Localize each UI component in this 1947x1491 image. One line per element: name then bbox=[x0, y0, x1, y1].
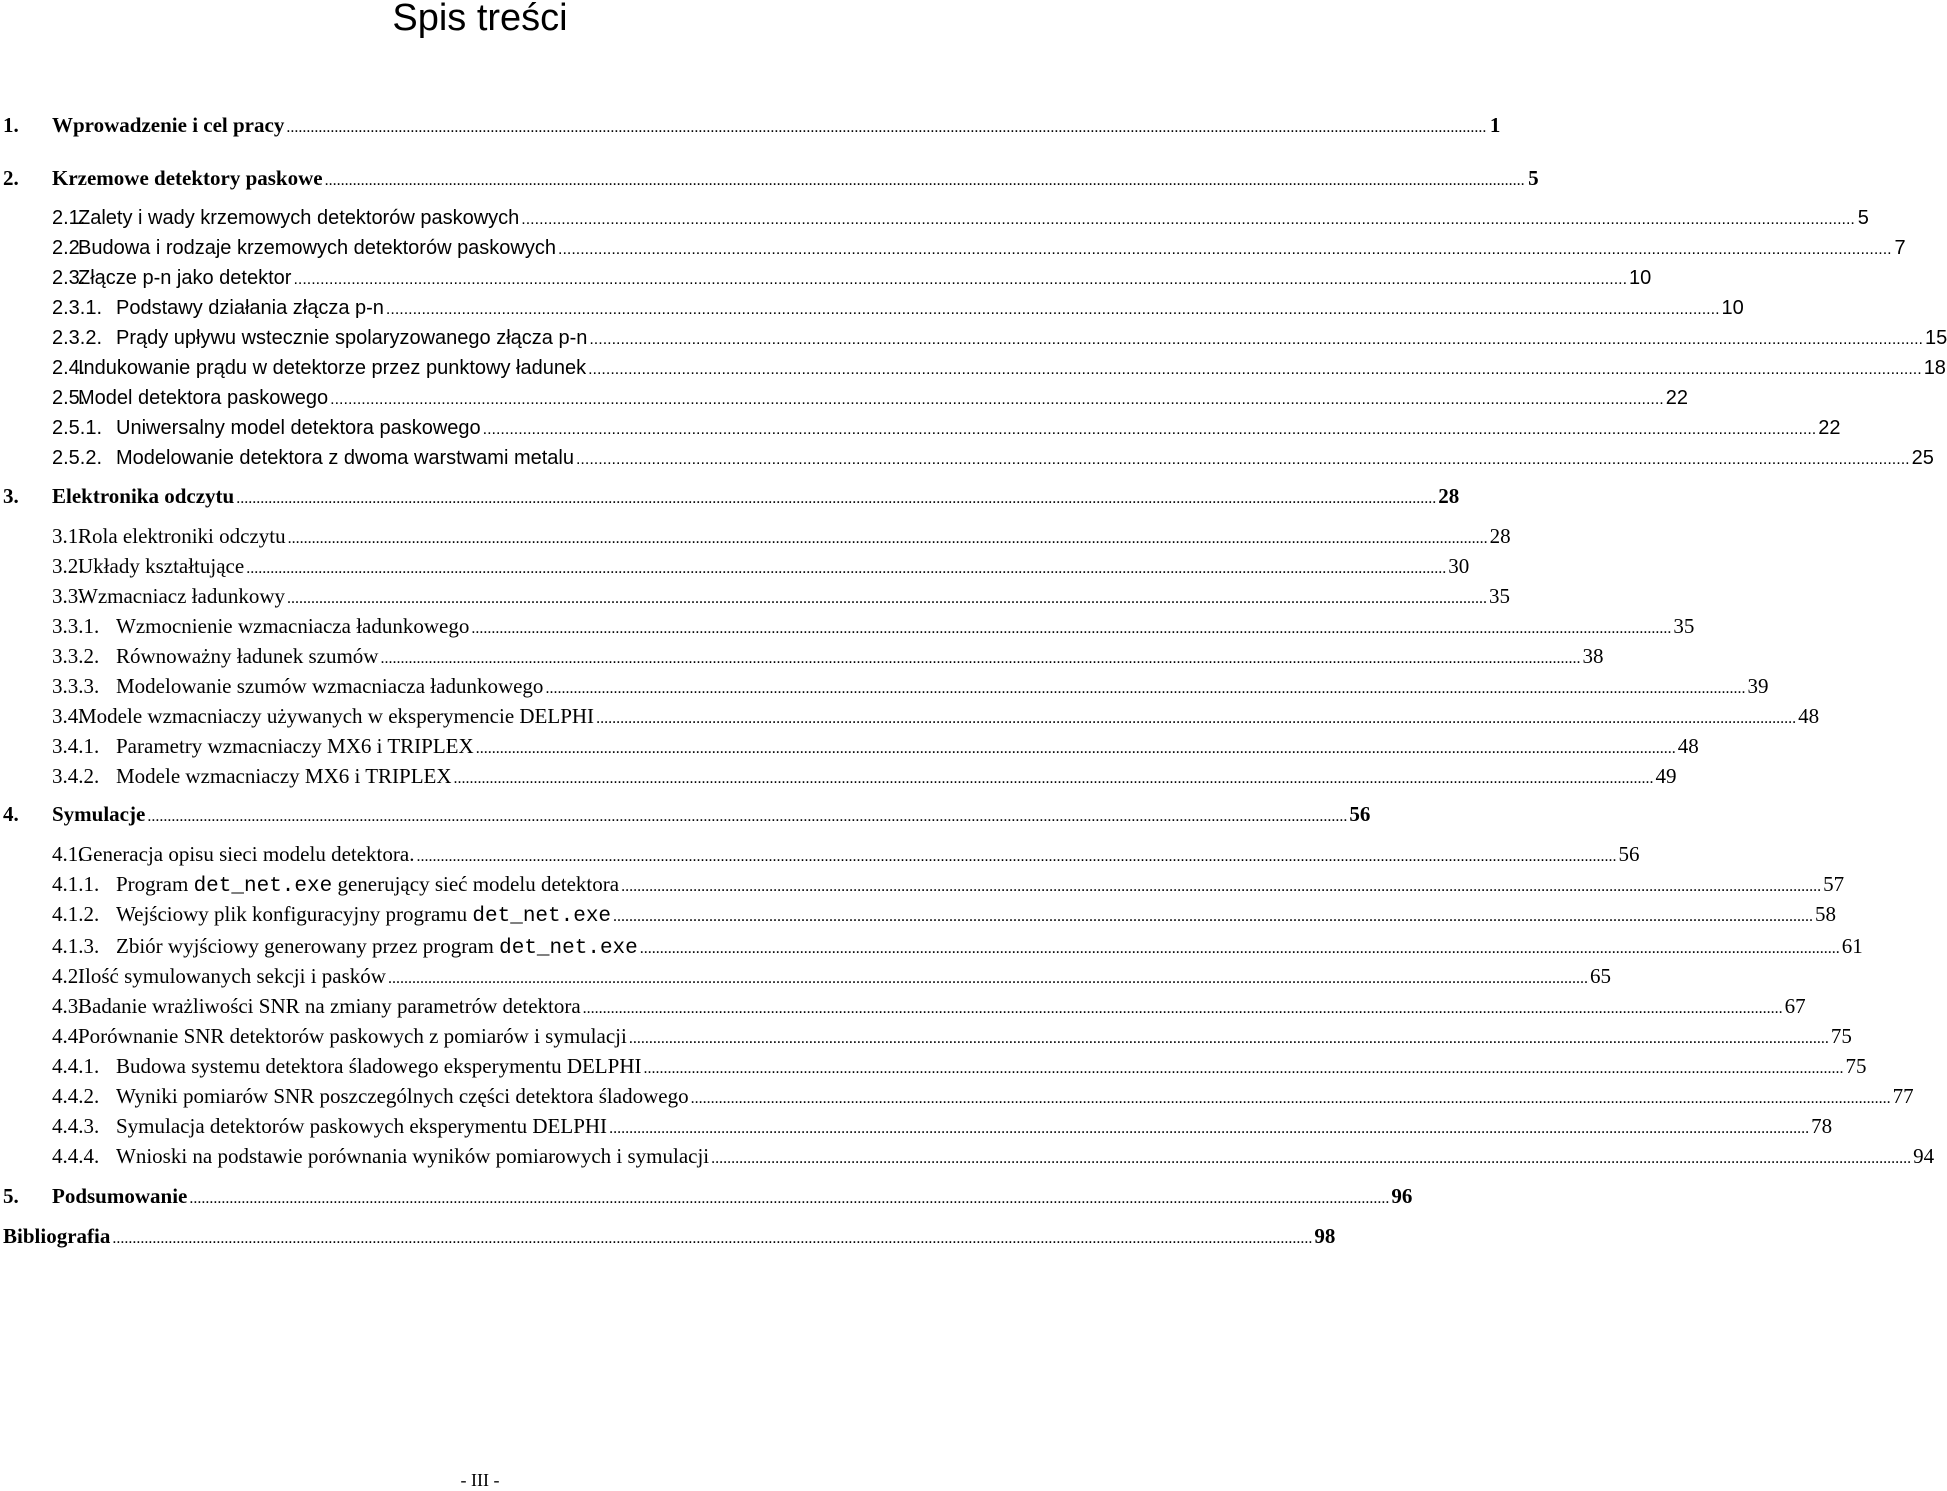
toc-entry[interactable] bbox=[0, 356, 1946, 382]
toc-dot-leader bbox=[189, 1184, 1389, 1211]
toc-title bbox=[52, 166, 323, 190]
toc-title-text: Elektronika odczytu bbox=[52, 484, 235, 508]
toc-entry[interactable] bbox=[0, 734, 1699, 761]
toc-title-text: Wejściowy plik konfiguracyjny programu bbox=[116, 902, 473, 926]
toc-page-number: 58 bbox=[1815, 902, 1837, 926]
toc-title-text: Rola elektroniki odczytu bbox=[78, 524, 286, 548]
toc-page-number: 65 bbox=[1589, 964, 1611, 988]
toc-dot-leader bbox=[476, 734, 1676, 761]
toc-title-text: Generacja opisu sieci modelu detektora. bbox=[78, 842, 415, 866]
toc-title bbox=[78, 842, 414, 866]
toc-page-number: 56 bbox=[1618, 842, 1640, 866]
toc-page-number: 75 bbox=[1830, 1024, 1852, 1048]
toc-entry[interactable] bbox=[0, 206, 1869, 232]
toc-title bbox=[116, 644, 378, 668]
toc-title bbox=[116, 614, 469, 638]
toc-dot-leader bbox=[288, 524, 1488, 551]
toc-entry[interactable] bbox=[0, 1144, 1935, 1171]
toc-entry[interactable] bbox=[0, 1054, 1867, 1081]
toc-entry[interactable] bbox=[0, 326, 1947, 352]
toc-page-number: 94 bbox=[1913, 1144, 1935, 1168]
toc-title bbox=[116, 1144, 709, 1168]
toc-title bbox=[78, 704, 594, 728]
toc-page-number: 57 bbox=[1823, 872, 1845, 896]
toc-dot-leader bbox=[588, 356, 1922, 382]
toc-dot-leader bbox=[388, 964, 1588, 991]
toc-title bbox=[116, 446, 574, 470]
toc-page-number: 49 bbox=[1655, 764, 1677, 788]
toc-entry[interactable] bbox=[0, 266, 1652, 292]
toc-dot-leader bbox=[629, 1024, 1829, 1051]
toc-dot-leader bbox=[609, 1114, 1809, 1141]
toc-page-number: 78 bbox=[1811, 1114, 1833, 1138]
toc-page-number: 48 bbox=[1677, 734, 1699, 758]
toc-entry[interactable] bbox=[0, 802, 1371, 829]
toc-page-number: 35 bbox=[1673, 614, 1695, 638]
toc-page-number: 5 bbox=[1857, 207, 1869, 229]
toc-entry[interactable] bbox=[0, 166, 1539, 193]
toc-page-number: 10 bbox=[1629, 267, 1652, 289]
toc-dot-leader bbox=[325, 166, 1525, 193]
page-title: Spis treści bbox=[392, 0, 568, 39]
toc-number: 4.3. bbox=[52, 994, 84, 1018]
toc-entry[interactable] bbox=[0, 872, 1845, 899]
toc-dot-leader bbox=[483, 416, 1817, 442]
toc-dot-leader bbox=[454, 764, 1654, 791]
toc-dot-leader bbox=[558, 236, 1892, 262]
toc-title-text: Uniwersalny model detektora paskowego bbox=[116, 417, 481, 439]
toc-entry[interactable] bbox=[0, 386, 1688, 412]
toc-title bbox=[78, 994, 581, 1018]
toc-number: 1. bbox=[3, 113, 19, 137]
toc-title-text: Wprowadzenie i cel pracy bbox=[52, 113, 285, 137]
toc-title-text: Krzemowe detektory paskowe bbox=[52, 166, 323, 190]
toc-title-text: Program bbox=[116, 872, 194, 896]
toc-title-text: Złącze p-n jako detektor bbox=[78, 267, 292, 289]
toc-number: 3. bbox=[3, 484, 19, 508]
toc-number: 4.1. bbox=[52, 842, 84, 866]
toc-number: 2.2. bbox=[52, 237, 86, 259]
toc-dot-leader bbox=[471, 614, 1671, 641]
toc-title-text: Układy kształtujące bbox=[78, 554, 245, 578]
toc-dot-leader bbox=[112, 1224, 1312, 1251]
toc-entry[interactable] bbox=[0, 236, 1906, 262]
toc-title bbox=[52, 802, 145, 826]
toc-number: 4.4.1. bbox=[52, 1054, 100, 1078]
toc-title-text: Wnioski na podstawie porównania wyników pomiarowych i symulacji bbox=[116, 1144, 710, 1168]
toc-number: 2.3.1. bbox=[52, 297, 103, 319]
toc-entry[interactable] bbox=[0, 484, 1460, 511]
toc-title-text: Modelowanie detektora z dwoma warstwami metalu bbox=[116, 447, 574, 469]
toc-title bbox=[52, 484, 234, 508]
toc-title-code: det_net.exe bbox=[193, 875, 333, 898]
toc-number: 3.2. bbox=[52, 554, 84, 578]
toc-number: 2.5. bbox=[52, 387, 86, 409]
toc-title bbox=[116, 416, 481, 440]
toc-title bbox=[116, 764, 452, 788]
toc-number: 3.1. bbox=[52, 524, 84, 548]
toc-entry[interactable] bbox=[0, 1114, 1833, 1141]
toc-page-number: 98 bbox=[1314, 1224, 1336, 1248]
toc-title bbox=[116, 934, 638, 961]
toc-entry[interactable] bbox=[0, 524, 1511, 551]
toc-number: 4.1.2. bbox=[52, 902, 100, 926]
toc-title-text: Porównanie SNR detektorów paskowych z pomiarów i symulacji bbox=[78, 1024, 627, 1048]
toc-dot-leader bbox=[246, 554, 1446, 581]
toc-number: 3.3. bbox=[52, 584, 84, 608]
toc-title bbox=[116, 674, 543, 698]
toc-entry[interactable] bbox=[0, 584, 1510, 611]
toc-page-number: 77 bbox=[1892, 1084, 1914, 1108]
toc-title bbox=[78, 554, 244, 578]
toc-title bbox=[116, 326, 587, 350]
toc-title bbox=[116, 902, 611, 929]
toc-dot-leader bbox=[621, 872, 1821, 899]
toc-dot-leader bbox=[286, 113, 1486, 140]
toc-dot-leader bbox=[545, 674, 1745, 701]
toc-title bbox=[116, 872, 619, 899]
toc-title-text: Podsumowanie bbox=[52, 1184, 188, 1208]
toc-number: 4.1.1. bbox=[52, 872, 100, 896]
toc-entry[interactable] bbox=[0, 1084, 1914, 1111]
toc-dot-leader bbox=[287, 584, 1487, 611]
toc-entry[interactable] bbox=[0, 1224, 1336, 1251]
toc-title bbox=[78, 236, 556, 260]
toc-entry[interactable] bbox=[0, 902, 1837, 929]
toc-title-text: Symulacja detektorów paskowych eksperymentu DELPHI bbox=[116, 1114, 608, 1138]
toc-title bbox=[78, 356, 586, 380]
toc-dot-leader bbox=[596, 704, 1796, 731]
toc-title-code: det_net.exe bbox=[499, 937, 638, 960]
toc-number: 2.5.2. bbox=[52, 447, 103, 469]
toc-title-text: Modele wzmacniaczy używanych w eksperymencie DELPHI bbox=[78, 704, 595, 728]
toc-page-number: 22 bbox=[1818, 417, 1841, 439]
toc-title bbox=[116, 734, 474, 758]
toc-title-text: Indukowanie prądu w detektorze przez punktowy ładunek bbox=[78, 357, 587, 379]
toc-title bbox=[116, 1084, 689, 1108]
toc-title-text: Zalety i wady krzemowych detektorów paskowych bbox=[78, 207, 520, 229]
toc-page-number: 30 bbox=[1448, 554, 1470, 578]
toc-title bbox=[116, 1054, 641, 1078]
toc-page-number: 67 bbox=[1784, 994, 1806, 1018]
toc-page-number: 18 bbox=[1923, 357, 1946, 379]
toc-title-text: Budowa systemu detektora śladowego eksperymentu DELPHI bbox=[116, 1054, 642, 1078]
toc-page-number: 96 bbox=[1391, 1184, 1413, 1208]
toc-title-text: Prądy upływu wstecznie spolaryzowanego złącza p-n bbox=[116, 327, 588, 349]
toc-entry[interactable] bbox=[0, 1184, 1413, 1211]
toc-title-text: Parametry wzmacniaczy MX6 i TRIPLEX bbox=[116, 734, 474, 758]
toc-title bbox=[78, 524, 286, 548]
toc-entry[interactable] bbox=[0, 964, 1611, 991]
toc-title bbox=[78, 584, 285, 608]
toc-dot-leader bbox=[589, 326, 1923, 352]
toc-number: 2. bbox=[3, 166, 19, 190]
toc-title bbox=[78, 1024, 627, 1048]
toc-title bbox=[78, 266, 291, 290]
toc-page-number: 56 bbox=[1349, 802, 1371, 826]
toc-page-number: 35 bbox=[1489, 584, 1510, 608]
toc-number: 2.1. bbox=[52, 207, 86, 229]
toc-title-text: Ilość symulowanych sekcji i pasków bbox=[78, 964, 386, 988]
toc-page-number: 28 bbox=[1438, 484, 1460, 508]
toc-title-text: Modele wzmacniaczy MX6 i TRIPLEX bbox=[116, 764, 452, 788]
toc-title-text: Wzmocnienie wzmacniacza ładunkowego bbox=[116, 614, 470, 638]
toc-number: 4.4. bbox=[52, 1024, 84, 1048]
toc-entry[interactable] bbox=[0, 704, 1820, 731]
toc-title-text: Podstawy działania złącza p-n bbox=[116, 297, 384, 319]
toc-number: 4.4.3. bbox=[52, 1114, 100, 1138]
toc-title-text: Badanie wrażliwości SNR na zmiany parametrów detektora bbox=[78, 994, 581, 1018]
toc-entry[interactable] bbox=[0, 554, 1470, 581]
toc-number: 4.4.4. bbox=[52, 1144, 100, 1168]
toc-dot-leader bbox=[521, 206, 1855, 232]
toc-dot-leader bbox=[640, 934, 1840, 961]
toc-entry[interactable] bbox=[0, 994, 1806, 1021]
toc-number: 5. bbox=[3, 1184, 19, 1208]
toc-dot-leader bbox=[380, 644, 1580, 671]
toc-dot-leader bbox=[576, 446, 1910, 472]
toc-dot-leader bbox=[416, 842, 1616, 869]
toc-title-text: Model detektora paskowego bbox=[78, 387, 329, 409]
toc-title bbox=[78, 206, 519, 230]
toc-entry[interactable] bbox=[0, 674, 1769, 701]
toc-number: 2.5.1. bbox=[52, 417, 103, 439]
toc-dot-leader bbox=[583, 994, 1783, 1021]
toc-title bbox=[116, 296, 384, 320]
toc-page-number: 22 bbox=[1665, 387, 1688, 409]
toc-number: 3.3.2. bbox=[52, 644, 100, 668]
toc-title-text: Budowa i rodzaje krzemowych detektorów paskowych bbox=[78, 237, 556, 259]
toc-page-number: 75 bbox=[1845, 1054, 1867, 1078]
toc-dot-leader bbox=[386, 296, 1720, 322]
toc-entry[interactable] bbox=[0, 842, 1640, 869]
toc-title bbox=[78, 964, 386, 988]
toc-entry[interactable] bbox=[0, 1024, 1852, 1051]
toc-entry[interactable] bbox=[0, 296, 1744, 322]
toc-page-number: 5 bbox=[1528, 166, 1539, 190]
toc-page-number: 48 bbox=[1798, 704, 1820, 728]
toc-number: 3.4.2. bbox=[52, 764, 100, 788]
toc-title-text: Wzmacniacz ładunkowy bbox=[78, 584, 285, 608]
toc-title bbox=[52, 113, 284, 137]
toc-title-text: Symulacje bbox=[52, 802, 146, 826]
toc-number: 3.4. bbox=[52, 704, 84, 728]
toc-dot-leader bbox=[293, 266, 1627, 292]
toc-page-number: 39 bbox=[1747, 674, 1769, 698]
toc-page-number: 1 bbox=[1489, 113, 1501, 137]
toc-title-text: Zbiór wyjściowy generowany przez program bbox=[116, 934, 500, 958]
toc-number: 4.4.2. bbox=[52, 1084, 100, 1108]
toc-title-text: Wyniki pomiarów SNR poszczególnych części detektora śladowego bbox=[116, 1084, 689, 1108]
toc-entry[interactable] bbox=[0, 764, 1677, 791]
toc-title bbox=[52, 1184, 187, 1208]
toc-page-number: 61 bbox=[1841, 934, 1863, 958]
toc-number: 3.4.1. bbox=[52, 734, 100, 758]
toc-dot-leader bbox=[236, 484, 1436, 511]
page-number: - III - bbox=[460, 1470, 500, 1490]
toc-page-number: 28 bbox=[1489, 524, 1511, 548]
toc-entry[interactable] bbox=[0, 446, 1934, 472]
toc-dot-leader bbox=[147, 802, 1347, 829]
toc-number: 2.3. bbox=[52, 267, 86, 289]
toc-title-code: det_net.exe bbox=[472, 905, 612, 928]
toc-dot-leader bbox=[330, 386, 1664, 412]
toc-number: 4.2. bbox=[52, 964, 84, 988]
toc-dot-leader bbox=[643, 1054, 1843, 1081]
toc-dot-leader bbox=[711, 1144, 1911, 1171]
toc-entry[interactable] bbox=[0, 113, 1501, 140]
toc-page-number: 7 bbox=[1894, 237, 1906, 259]
toc-dot-leader bbox=[691, 1084, 1891, 1111]
toc-title-text: Modelowanie szumów wzmacniacza ładunkowego bbox=[116, 674, 544, 698]
toc-number: 3.3.3. bbox=[52, 674, 100, 698]
toc-entry[interactable] bbox=[0, 416, 1841, 442]
toc-entry[interactable] bbox=[0, 644, 1604, 671]
toc-page-number: 15 bbox=[1924, 327, 1947, 349]
toc-title bbox=[116, 1114, 607, 1138]
toc-dot-leader bbox=[613, 902, 1813, 929]
toc-entry[interactable] bbox=[0, 614, 1695, 641]
toc-number: 2.3.2. bbox=[52, 327, 103, 349]
toc-title bbox=[3, 1224, 110, 1248]
toc-title-text: Bibliografia bbox=[3, 1224, 111, 1248]
toc-number: 4.1.3. bbox=[52, 934, 100, 958]
toc-title-text: Równoważny ładunek szumów bbox=[116, 644, 379, 668]
toc-page-number: 10 bbox=[1721, 297, 1744, 319]
toc-page-number: 38 bbox=[1582, 644, 1604, 668]
toc-title bbox=[78, 386, 328, 410]
toc-number: 2.4. bbox=[52, 357, 86, 379]
toc-title-text-suffix: generujący sieć modelu detektora bbox=[332, 872, 620, 896]
toc-number: 4. bbox=[3, 802, 19, 826]
toc-page-number: 25 bbox=[1911, 447, 1934, 469]
toc-entry[interactable] bbox=[0, 934, 1863, 961]
toc-number: 3.3.1. bbox=[52, 614, 100, 638]
